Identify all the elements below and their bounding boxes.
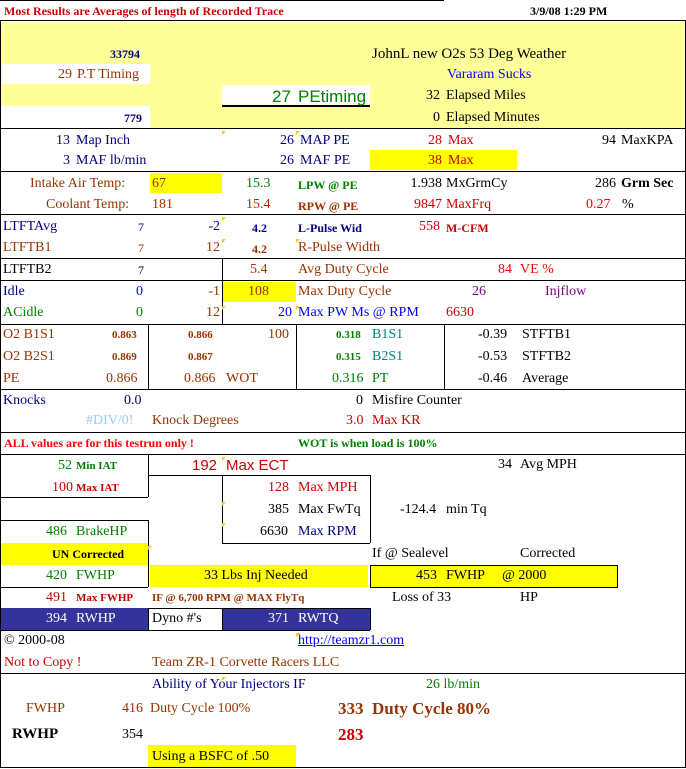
o2-b1s1-v3: 100 bbox=[268, 327, 289, 342]
rwtq-cell bbox=[222, 608, 370, 630]
misfire-value: 0 bbox=[356, 393, 363, 408]
all-values-note: ALL values are for this testrun only ! bbox=[4, 436, 194, 450]
not-to-copy: Not to Copy ! bbox=[4, 655, 82, 670]
idle-v2: -1 bbox=[208, 284, 220, 299]
wot-note: WOT is when load is 100% bbox=[298, 436, 438, 450]
o2-b2s1-name: B2S1 bbox=[372, 349, 404, 364]
fwhp2000-at: @ 2000 bbox=[502, 568, 547, 583]
idle-v1: 0 bbox=[136, 284, 143, 299]
iat-label: Intake Air Temp: bbox=[30, 176, 126, 191]
ltft-avg-v2: -2 bbox=[208, 219, 220, 234]
rpulse-value: 4.2 bbox=[252, 242, 267, 256]
rwtq-value: 371 bbox=[268, 611, 289, 626]
idle-label: Idle bbox=[3, 284, 25, 299]
stftb1-label: STFTB1 bbox=[522, 327, 572, 342]
mcfm-label: M-CFM bbox=[446, 221, 489, 235]
maxfrq-value: 9847 bbox=[414, 197, 442, 212]
copyright: © 2000-08 bbox=[4, 633, 65, 648]
pw-rpm: 6630 bbox=[446, 305, 474, 320]
avgmph-value: 34 bbox=[498, 457, 512, 472]
maxfwhp-value: 491 bbox=[46, 590, 67, 605]
teamzr1-link[interactable]: http://teamzr1.com bbox=[298, 633, 405, 648]
dc100-label: Duty Cycle 100% bbox=[150, 701, 251, 716]
maf-value: 3 bbox=[63, 153, 70, 168]
trace-note: Most Results are Averages of length of Recorded Trace bbox=[4, 4, 284, 18]
pt-value: 0.316 bbox=[332, 371, 364, 386]
title-1: JohnL new O2s 53 Deg Weather bbox=[372, 46, 567, 62]
map-inch-label: Map Inch bbox=[76, 133, 131, 148]
mintq-value: -124.4 bbox=[400, 502, 437, 517]
loss-label: Loss of 33 bbox=[392, 590, 452, 605]
rwhp-value: 394 bbox=[46, 611, 67, 626]
o2-b1s1-v4: 0.318 bbox=[336, 329, 361, 341]
max2-value: 38 bbox=[428, 153, 442, 168]
inj-needed: 33 Lbs Inj Needed bbox=[204, 568, 308, 583]
top-num779: 779 bbox=[124, 111, 142, 125]
o2-b1s1-name: B1S1 bbox=[372, 327, 404, 342]
rpw-label: RPW @ PE bbox=[298, 199, 359, 213]
injflow-value: 26 bbox=[472, 284, 486, 299]
mdc-label: Max Duty Cycle bbox=[298, 284, 392, 299]
maxfwhp-label: Max FWHP bbox=[76, 592, 134, 604]
acidle-v1: 0 bbox=[136, 305, 143, 320]
knocks-value: 0.0 bbox=[124, 393, 142, 408]
ltft-avg-label: LTFTAvg bbox=[3, 219, 58, 234]
ltft-b1-v1: 7 bbox=[138, 241, 144, 255]
mintq-label: min Tq bbox=[446, 502, 487, 517]
maxiat-label: Max IAT bbox=[76, 482, 119, 494]
o2-b1s1-v2: 0.866 bbox=[188, 329, 213, 341]
brakehp-label: BrakeHP bbox=[76, 524, 128, 539]
pct-value: 0.27 bbox=[586, 197, 611, 212]
map-pe-value: 26 bbox=[280, 133, 294, 148]
pt-timing-label: P.T Timing bbox=[77, 67, 140, 82]
coolant-label: Coolant Temp: bbox=[46, 197, 130, 212]
pe-label: PE bbox=[3, 371, 20, 386]
maxmph-value: 128 bbox=[268, 480, 289, 495]
uncorrected-label: UN Corrected bbox=[52, 547, 125, 561]
rwhp-label: RWHP bbox=[76, 611, 116, 626]
title-2: Vararam Sucks bbox=[447, 67, 532, 82]
iat-value: 67 bbox=[152, 176, 166, 191]
dc100-value: 416 bbox=[122, 701, 143, 716]
ltft-b2-label: LTFTB2 bbox=[3, 262, 52, 277]
maxmph-label: Max MPH bbox=[298, 480, 358, 495]
misfire-label: Misfire Counter bbox=[372, 393, 462, 408]
knock-degrees-label: Knock Degrees bbox=[152, 413, 239, 428]
knocks-label: Knocks bbox=[3, 393, 46, 408]
div0-value: #DIV/0! bbox=[86, 413, 134, 428]
maxkpa-value: 94 bbox=[602, 133, 616, 148]
datetime: 3/9/08 1:29 PM bbox=[530, 4, 608, 18]
o2-b2s1-v1: 0.869 bbox=[112, 351, 137, 363]
elapsed-minutes-label: Elapsed Minutes bbox=[446, 110, 540, 125]
stftb2-label: STFTB2 bbox=[522, 349, 572, 364]
adc-value: 5.4 bbox=[250, 262, 268, 277]
grmsec-value: 286 bbox=[595, 176, 616, 191]
lpulse-label: L-Pulse Wid bbox=[298, 221, 362, 235]
inj-fwhp-label: FWHP bbox=[26, 701, 65, 716]
lpulse-value: 4.2 bbox=[252, 221, 267, 235]
rwhp-cell bbox=[0, 608, 148, 630]
ve-label: VE % bbox=[520, 262, 554, 277]
pe-value: 0.866 bbox=[106, 371, 138, 386]
fwhp2000-value: 453 bbox=[416, 568, 437, 583]
ltft-b1-label: LTFTB1 bbox=[3, 240, 52, 255]
maf-label: MAF lb/min bbox=[76, 153, 147, 168]
miniat-label: Min IAT bbox=[76, 460, 118, 472]
o2-b2s1-label: O2 B2S1 bbox=[3, 349, 55, 364]
ltft-b1-v2: 12 bbox=[206, 240, 220, 255]
max2-label: Max bbox=[448, 153, 474, 168]
rpm-note: IF @ 6,700 RPM @ MAX FlyTq bbox=[152, 592, 305, 604]
v153: 15.3 bbox=[246, 176, 271, 191]
hp-label: HP bbox=[520, 590, 538, 605]
ve-value: 84 bbox=[498, 262, 512, 277]
maxect-value: 192 bbox=[192, 457, 218, 474]
maf-pe-value: 26 bbox=[280, 153, 294, 168]
sealevel-label: If @ Sealevel bbox=[372, 546, 449, 561]
dc80-label: Duty Cycle 80% bbox=[372, 699, 491, 718]
maxkr-value: 3.0 bbox=[346, 413, 364, 428]
fwhp2000-label: FWHP bbox=[446, 568, 485, 583]
maxrpm-value: 6630 bbox=[260, 524, 288, 539]
o2-b1s1-v1: 0.863 bbox=[112, 329, 137, 341]
maxiat-value: 100 bbox=[52, 480, 73, 495]
avgmph-label: Avg MPH bbox=[520, 457, 577, 472]
adc-label: Avg Duty Cycle bbox=[298, 262, 389, 277]
maxfwtq-label: Max FwTq bbox=[298, 502, 361, 517]
injflow-label: Injflow bbox=[545, 284, 587, 299]
pe-timing-value: 27 bbox=[272, 87, 291, 106]
mdc-value: 108 bbox=[248, 284, 269, 299]
maf-pe-label: MAF PE bbox=[300, 153, 351, 168]
fwhp2000-cell bbox=[370, 565, 618, 587]
maxfrq-label: MaxFrq bbox=[446, 197, 492, 212]
wot-label: WOT bbox=[226, 371, 258, 386]
max1-value: 28 bbox=[428, 133, 442, 148]
o2-b1s1-label: O2 B1S1 bbox=[3, 327, 55, 342]
o2-b2s1-v4: 0.315 bbox=[336, 351, 361, 363]
coolant-value: 181 bbox=[152, 197, 173, 212]
rwtq-label: RWTQ bbox=[298, 611, 339, 626]
v154: 15.4 bbox=[246, 197, 271, 212]
rwhp80-value: 283 bbox=[338, 725, 364, 744]
dc80-value: 333 bbox=[338, 699, 364, 718]
maxrpm-label: Max RPM bbox=[298, 524, 357, 539]
elapsed-miles-value: 32 bbox=[426, 88, 440, 103]
elapsed-minutes-value: 0 bbox=[433, 110, 440, 125]
acidle-v2: 12 bbox=[206, 305, 220, 320]
mcfm-value: 558 bbox=[419, 219, 440, 234]
dyno-label: Dyno #'s bbox=[152, 611, 202, 626]
maxfwtq-value: 385 bbox=[268, 502, 289, 517]
maxkpa-label: MaxKPA bbox=[621, 133, 674, 148]
brakehp-value: 486 bbox=[46, 524, 67, 539]
elapsed-miles-label: Elapsed Miles bbox=[446, 88, 526, 103]
company-name: Team ZR-1 Corvette Racers LLC bbox=[152, 655, 340, 670]
pe-timing-label: PEtiming bbox=[298, 87, 367, 106]
acidle-label: ACidle bbox=[3, 305, 44, 320]
pw-label: Max PW Ms @ RPM bbox=[298, 305, 419, 320]
inj-rwhp-value: 354 bbox=[122, 727, 143, 742]
mxgrm-value: 1.938 bbox=[410, 176, 442, 191]
max2-cell bbox=[370, 150, 517, 170]
fwhp-value: 420 bbox=[46, 568, 67, 583]
bsfc-label: Using a BSFC of .50 bbox=[152, 749, 270, 764]
stftb2-value: -0.53 bbox=[478, 349, 508, 364]
stftb1-value: -0.39 bbox=[478, 327, 508, 342]
map-pe-label: MAP PE bbox=[300, 133, 350, 148]
wot-value: 0.866 bbox=[184, 371, 216, 386]
max1-label: Max bbox=[448, 133, 474, 148]
map-inch-value: 13 bbox=[56, 133, 70, 148]
lb-value: 26 lb/min bbox=[426, 677, 481, 692]
lpw-label: LPW @ PE bbox=[298, 178, 358, 192]
pt-label: PT bbox=[372, 371, 389, 386]
fwhp-label: FWHP bbox=[76, 568, 115, 583]
corrected-label: Corrected bbox=[520, 546, 576, 561]
miniat-value: 52 bbox=[58, 458, 72, 473]
maxkr-label: Max KR bbox=[372, 413, 421, 428]
ability-label: Ability of Your Injectors IF bbox=[152, 677, 306, 692]
ltft-b2-v1: 7 bbox=[138, 263, 144, 277]
mxgrm-label: MxGrmCy bbox=[446, 176, 508, 191]
ltft-avg-v1: 7 bbox=[138, 220, 144, 234]
maxect-label: Max ECT bbox=[226, 457, 289, 474]
pt-timing-value: 29 bbox=[58, 67, 72, 82]
o2-b2s1-v2: 0.867 bbox=[188, 351, 213, 363]
rpulse-label: R-Pulse Width bbox=[298, 240, 381, 255]
top-num1: 33794 bbox=[110, 47, 140, 61]
grmsec-label: Grm Sec bbox=[621, 176, 674, 191]
pw-value: 20 bbox=[278, 305, 292, 320]
avg-label: Average bbox=[522, 371, 569, 386]
pct-label: % bbox=[622, 197, 634, 212]
avg-value: -0.46 bbox=[478, 371, 508, 386]
inj-rwhp-label: RWHP bbox=[12, 726, 59, 742]
